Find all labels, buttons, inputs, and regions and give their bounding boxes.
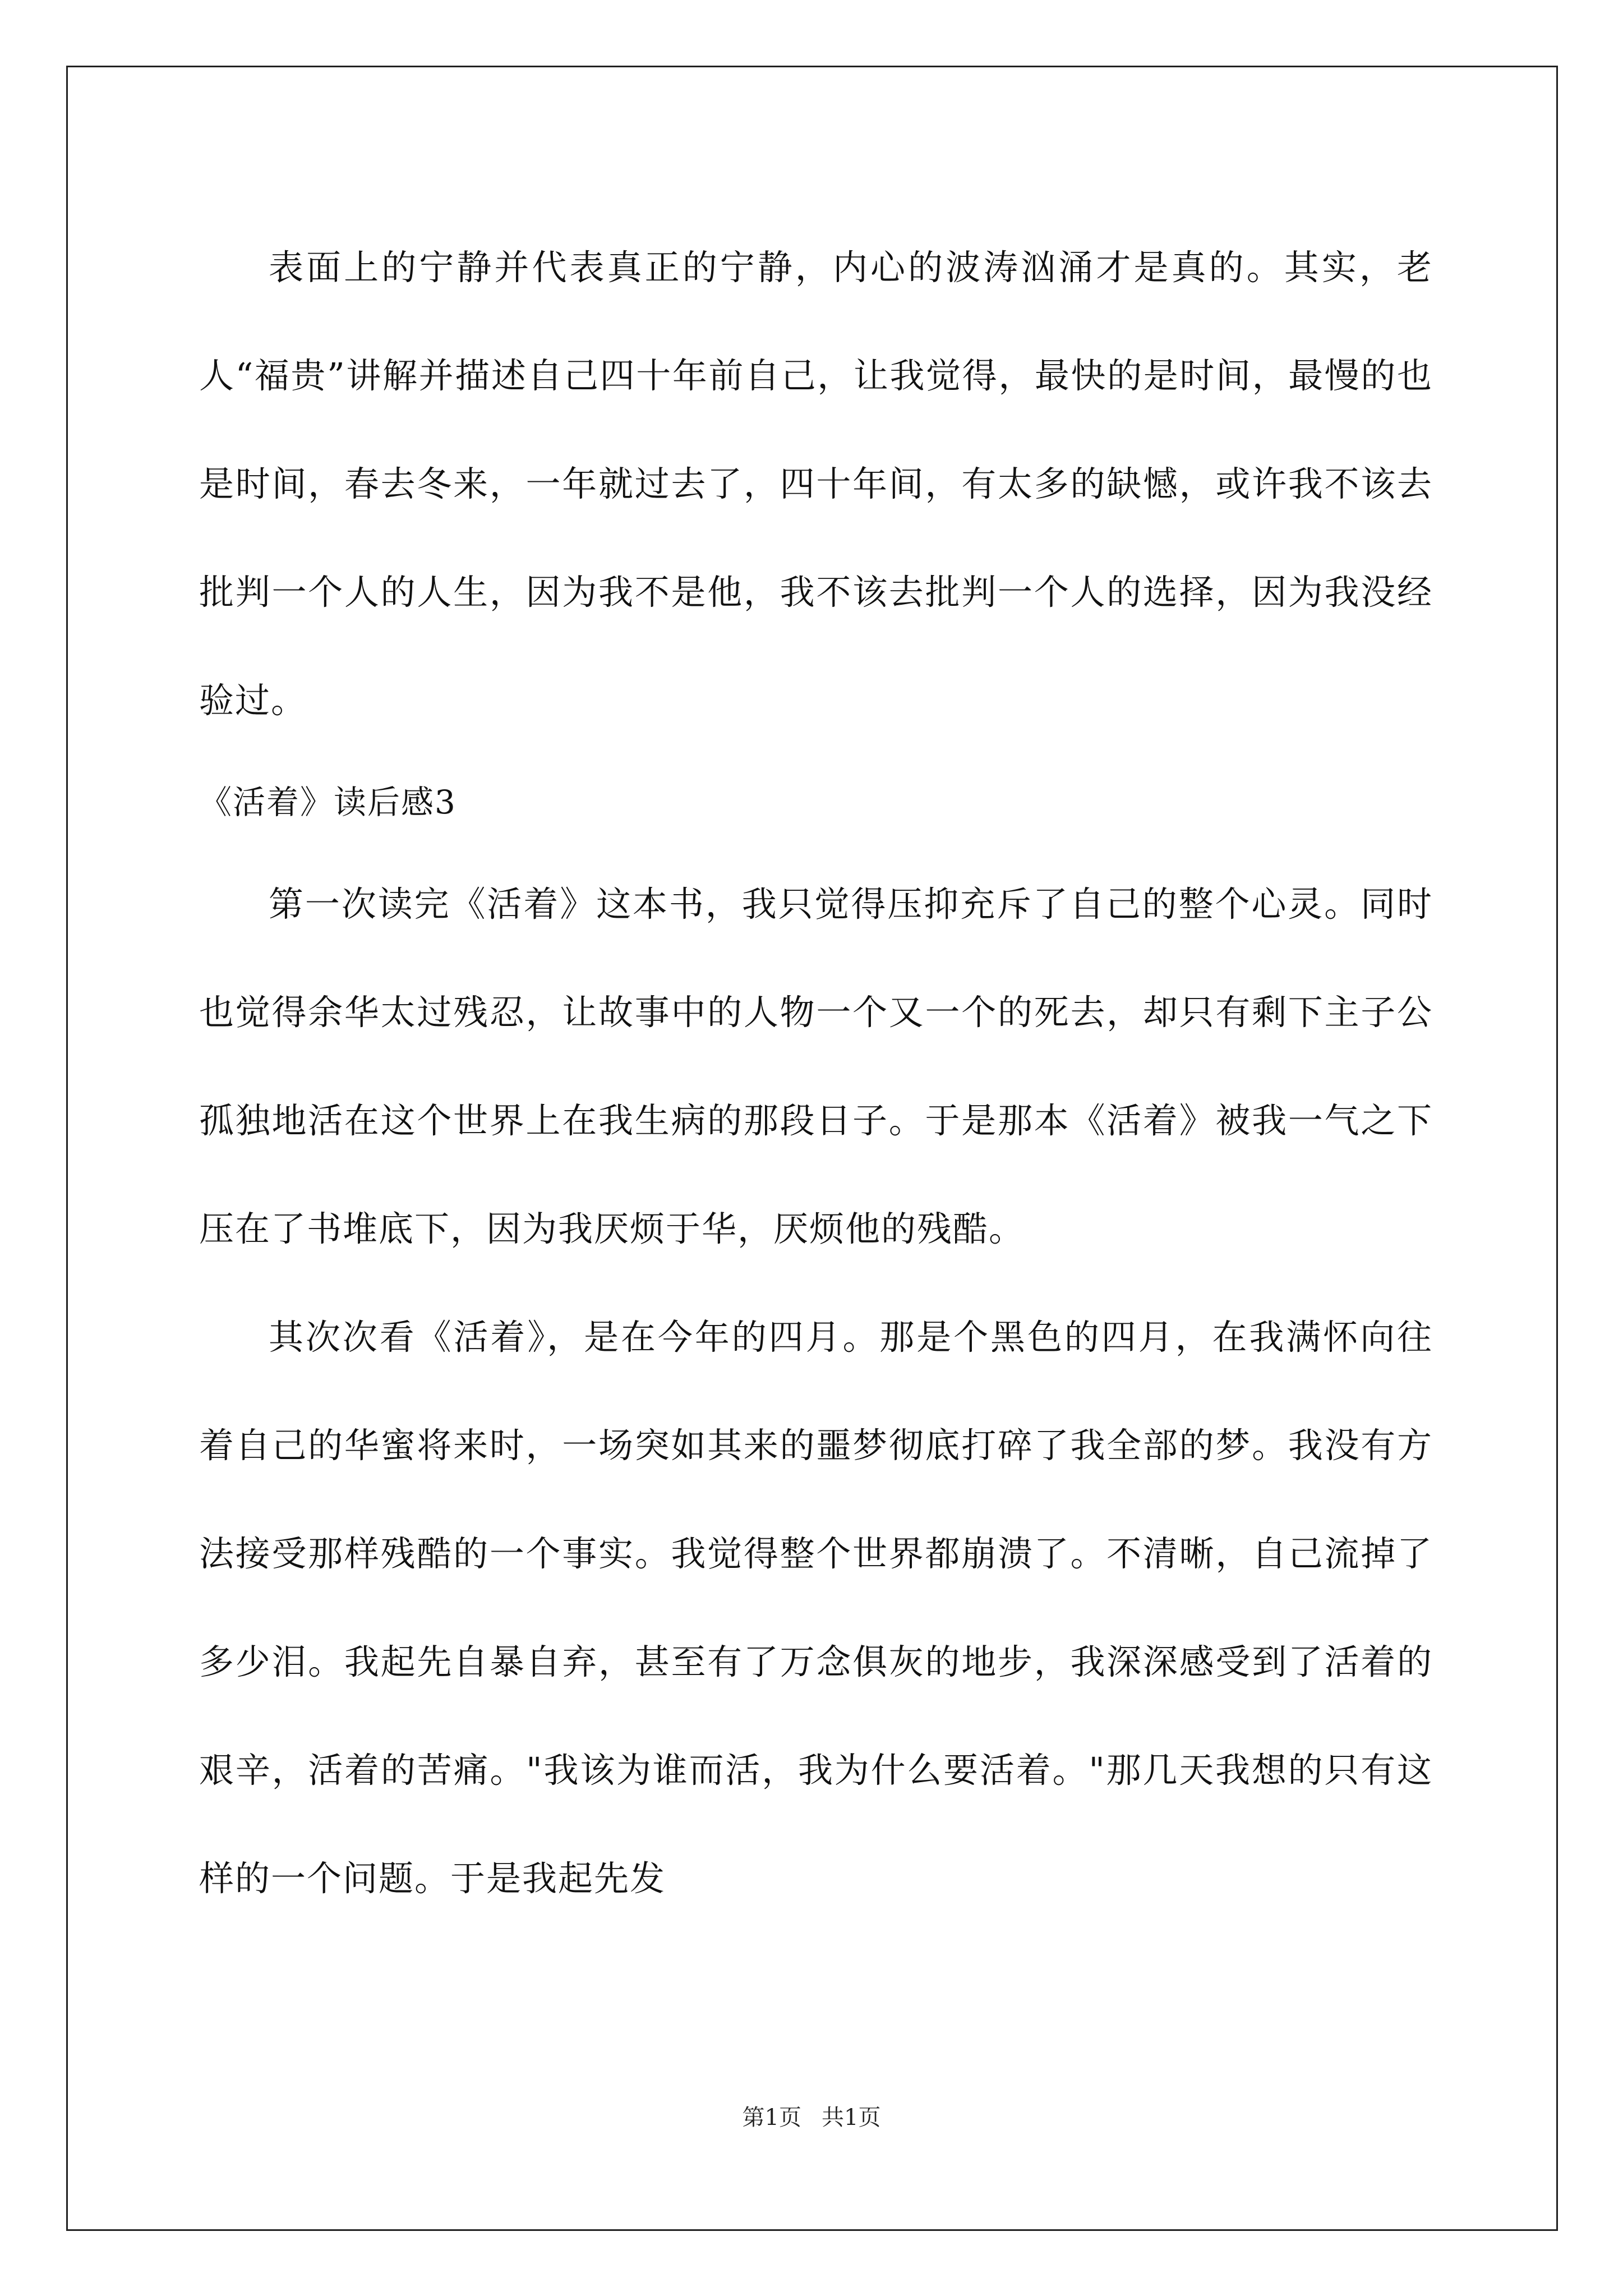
page-total: 共1页	[822, 2105, 881, 2131]
page-footer	[0, 2101, 1623, 2134]
page-number: 第1页	[742, 2105, 801, 2131]
paragraph-1: 表面上的宁静并代表真正的宁静，内心的波涛汹涌才是真的。其实，老人“福贵”讲解并描述自己四十年前自己，让我觉得，最快的是时间，最慢的也是时间，春去冬来，一年就过去了，四十年间，有太多的缺憾，或许我不该去批判一个人的人生，因为我不是他，我不该去批判一个人的选择，因为我没经验过。	[199, 247, 1433, 721]
paragraph-3: 其次次看《活着》，是在今年的四月。那是个黑色的四月，在我满怀向往着自己的华蜜将来时，一场突如其来的噩梦彻底打碎了我全部的梦。我没有方法接受那样残酷的一个事实。我觉得整个世界都崩溃了。不清晰，自己流掉了多少泪。我起先自暴自弃，甚至有了万念俱灰的地步，我深深感受到了活着的艰辛，活着的苦痛。"我该为谁而活，我为什么要活着。"那几天我想的只有这样的一个问题。于是我起先发	[199, 1317, 1433, 1899]
section-heading: 《活着》读后感3	[199, 783, 457, 821]
paragraph-2: 第一次读完《活着》这本书，我只觉得压抑充斥了自己的整个心灵。同时也觉得余华太过残忍，让故事中的人物一个又一个的死去，却只有剩下主子公孤独地活在这个世界上在我生病的那段日子。于是那本《活着》被我一气之下压在了书堆底下，因为我厌烦于华，厌烦他的残酷。	[199, 884, 1433, 1249]
document-body	[199, 213, 1433, 1932]
